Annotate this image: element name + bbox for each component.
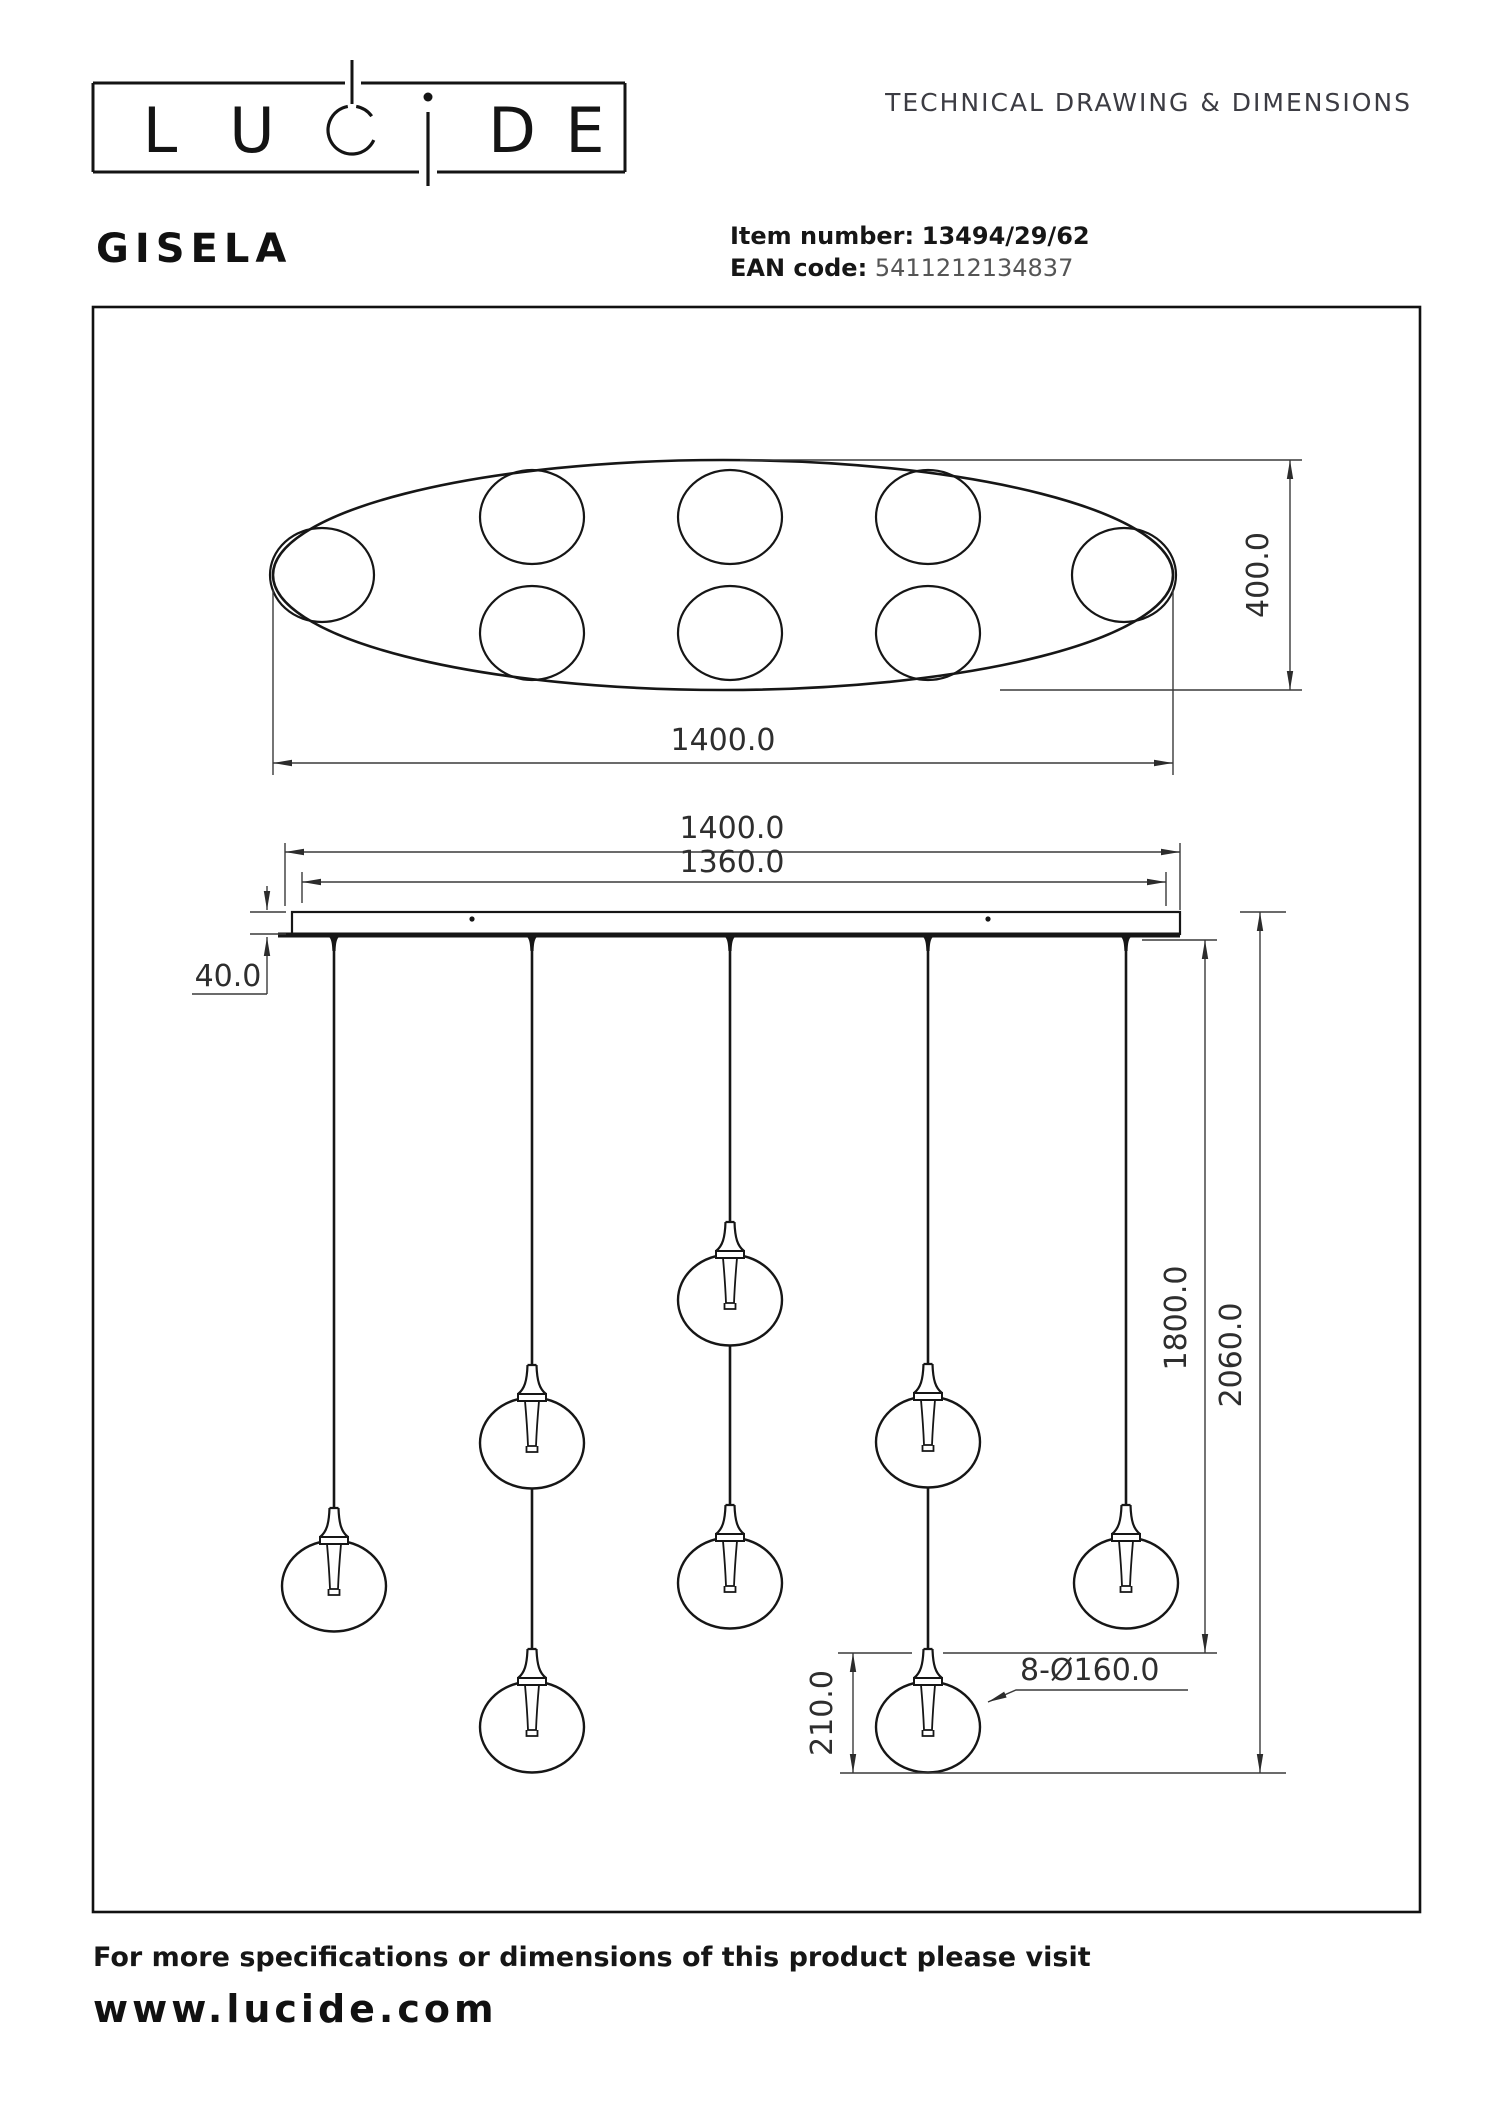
shade-circle (876, 586, 980, 680)
shade-circle (270, 528, 374, 622)
pendant-shade (678, 1222, 782, 1346)
shade-circle (678, 470, 782, 564)
dim-shade-diameter: 8-Ø160.0 (1020, 1653, 1160, 1688)
ean-code-value: 5411212134837 (874, 254, 1074, 282)
lucide-logo (93, 60, 625, 186)
pendant-shade (876, 1364, 980, 1488)
shade-circle (1072, 528, 1176, 622)
pendant-shade (1074, 1505, 1178, 1629)
logo-letter-L: L (142, 94, 178, 167)
item-number-value: 13494/29/62 (921, 222, 1090, 250)
footer-note: For more specifications or dimensions of this product please visit (93, 1942, 1091, 1973)
logo-letter-D: D (488, 94, 536, 167)
logo-letter-E: E (565, 94, 605, 167)
item-number-label: Item number: (730, 222, 915, 250)
mount-hole (985, 916, 990, 921)
dim-pendant-height: 210.0 (805, 1670, 840, 1756)
shade-circle (480, 470, 584, 564)
shade-circle (876, 470, 980, 564)
page-title: TECHNICAL DRAWING & DIMENSIONS (885, 88, 1412, 117)
dim-front-inner-width: 1360.0 (679, 845, 785, 880)
dim-total-height: 2060.0 (1214, 1302, 1249, 1408)
top-view (270, 460, 1176, 690)
drawing-frame (93, 307, 1420, 1912)
dim-front-total-width: 1400.0 (679, 811, 785, 846)
ean-code-label: EAN code: (730, 254, 868, 282)
logo-letter-c-icon (328, 106, 374, 154)
product-name: GISELA (96, 226, 293, 272)
pendant-shade (480, 1365, 584, 1489)
dim-drop-length: 1800.0 (1159, 1265, 1194, 1371)
shade-circle (678, 586, 782, 680)
dim-top-width: 1400.0 (670, 723, 776, 758)
pendant-shade (282, 1508, 386, 1632)
footer (93, 1942, 1413, 2031)
pendant-height-dimension (838, 1653, 912, 1773)
dim-top-depth: 400.0 (1241, 532, 1276, 618)
logo-letter-i-dot (424, 93, 433, 102)
shade-diameter-note (988, 1653, 1188, 1702)
shade-circle (480, 586, 584, 680)
dim-base-height: 40.0 (194, 959, 262, 994)
logo-letter-U: U (229, 94, 275, 167)
pendant-shade (480, 1649, 584, 1773)
ceiling-bar (278, 912, 1180, 935)
footer-website-link[interactable]: www.lucide.com (93, 1987, 498, 2031)
mount-hole (469, 916, 474, 921)
ceiling-plate-outline (273, 460, 1173, 690)
pendant-shade (678, 1505, 782, 1629)
pendant-shade (876, 1649, 980, 1773)
